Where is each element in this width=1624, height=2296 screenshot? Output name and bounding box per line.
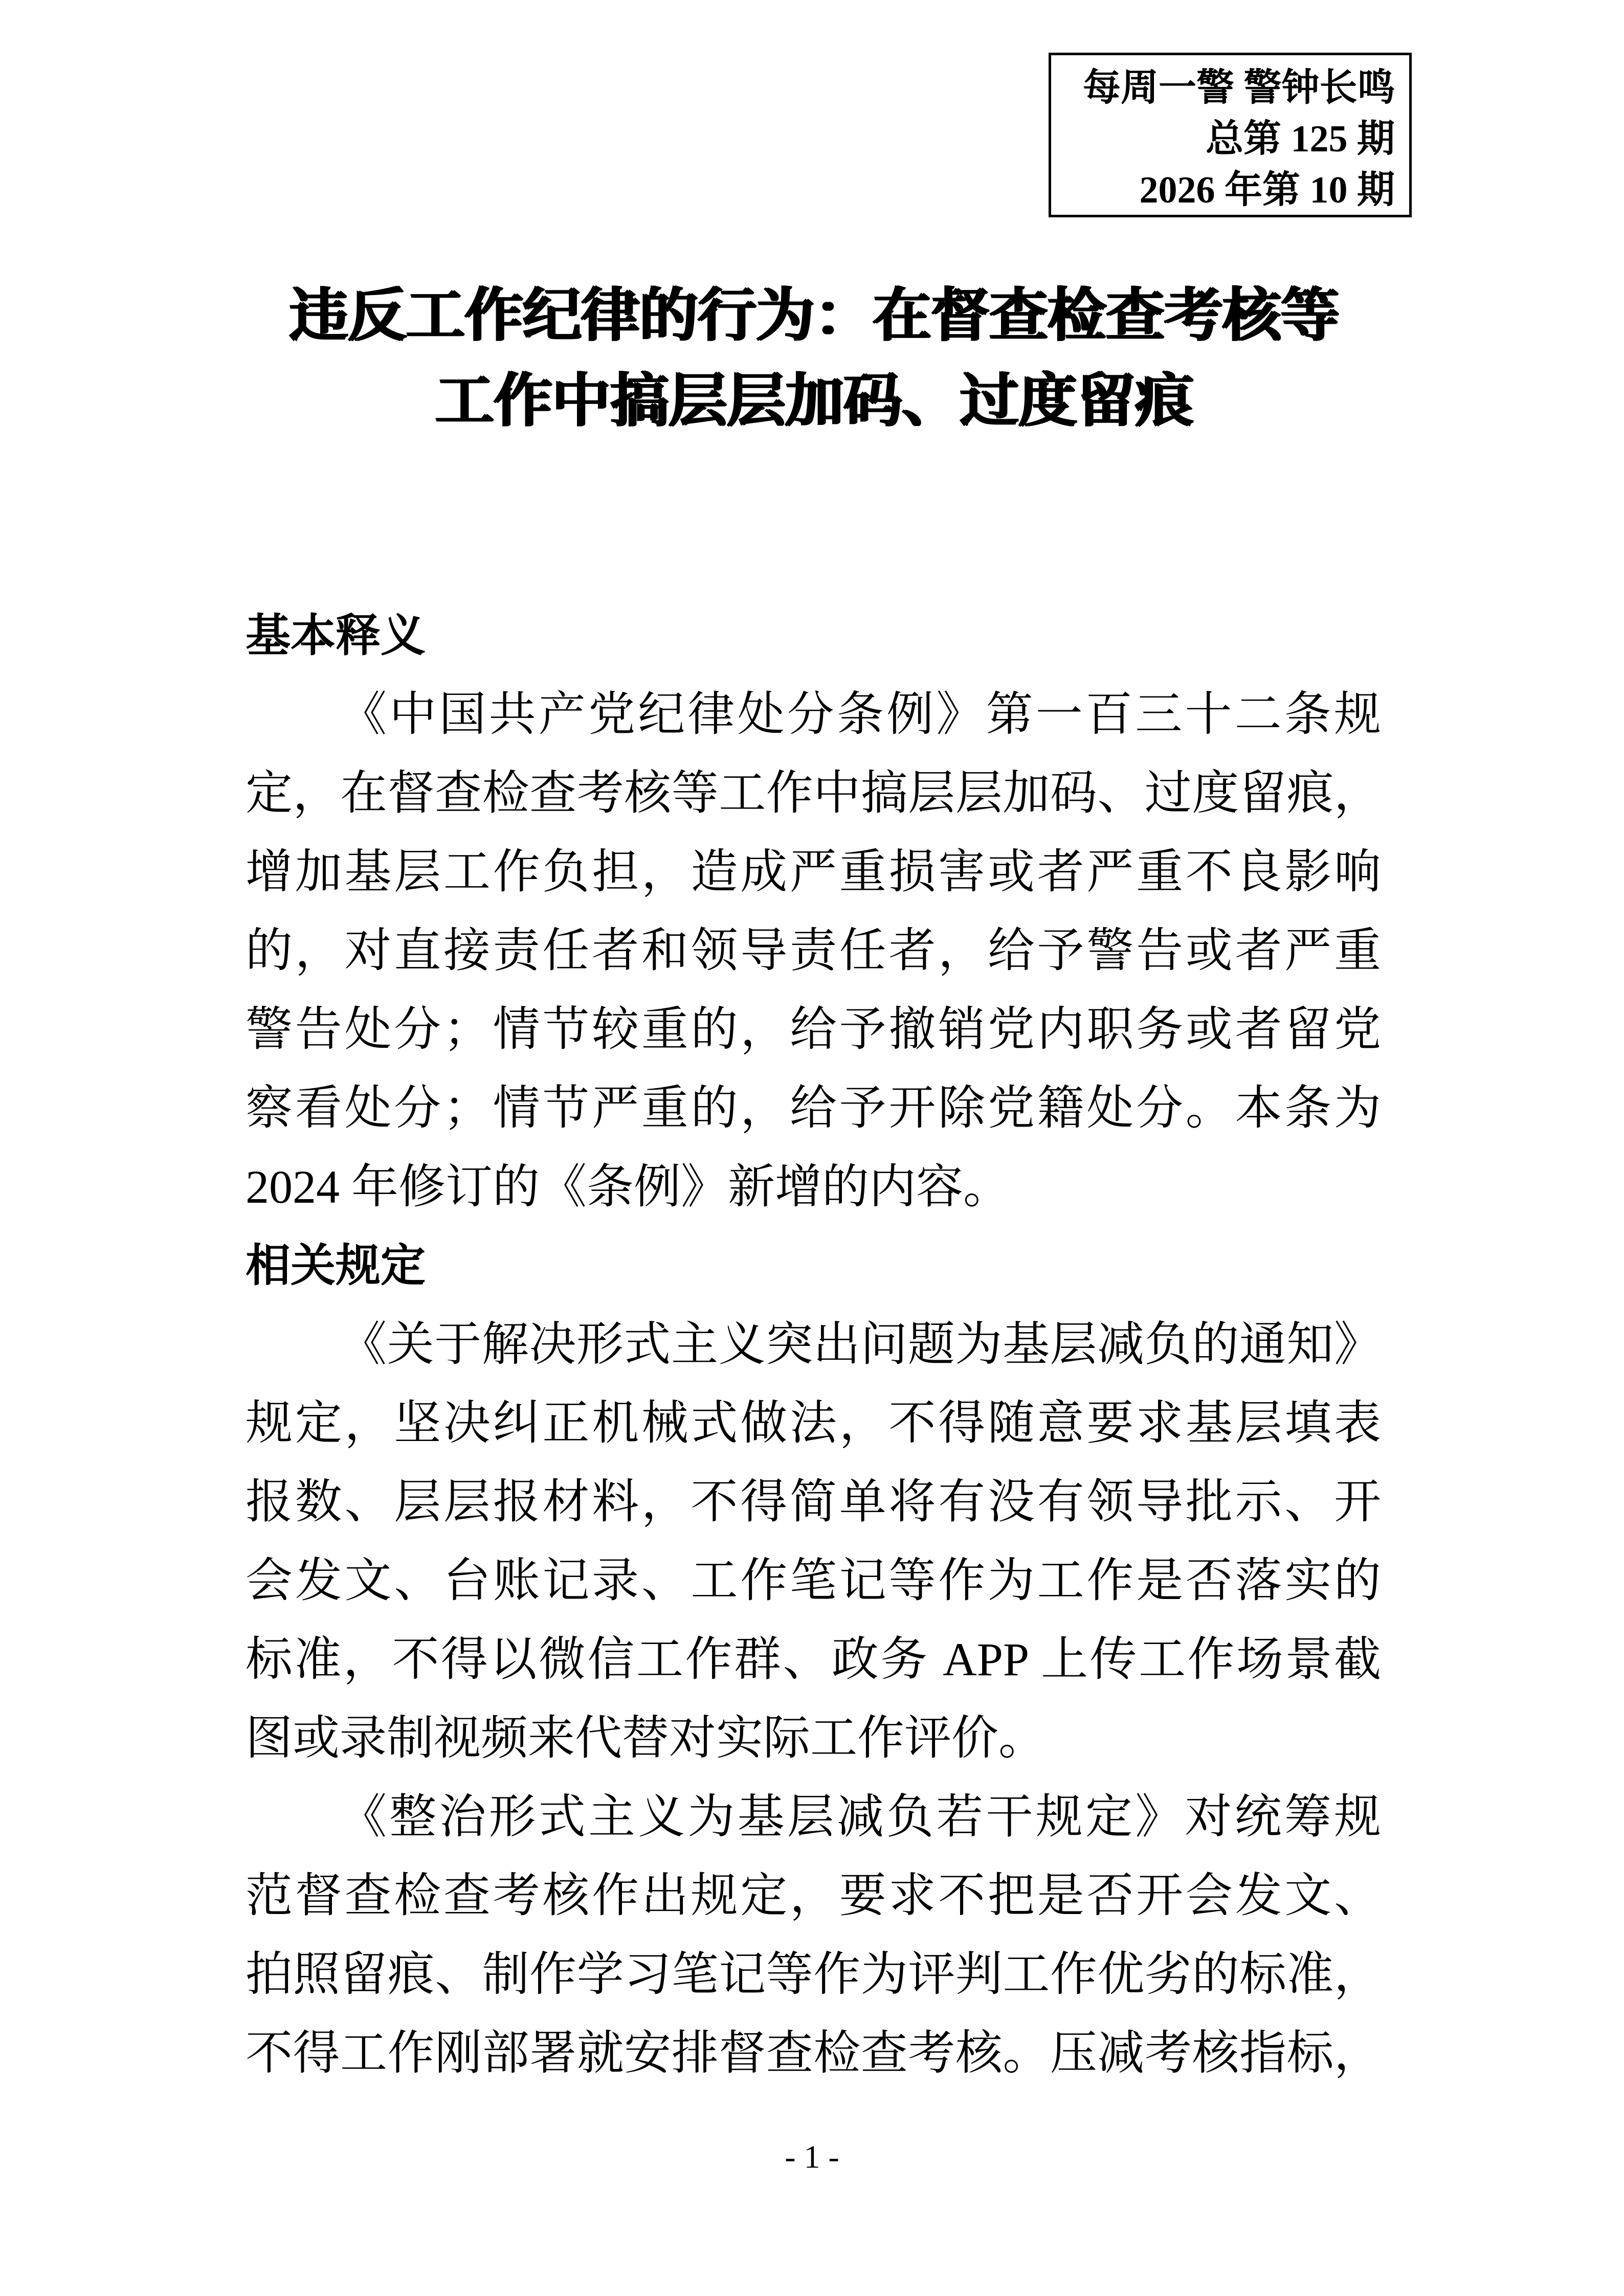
- body-line: 的，对直接责任者和领导责任者，给予警告或者严重: [246, 925, 1381, 977]
- body-line: 《中国共产党纪律处分条例》第一百三十二条规: [340, 688, 1381, 740]
- body-line: 《关于解决形式主义突出问题为基层减负的通知》: [340, 1318, 1381, 1370]
- issue-total-number: 总第 125 期: [1206, 118, 1395, 160]
- issue-year-number: 2026 年第 10 期: [1139, 169, 1395, 211]
- document-title: [246, 273, 1381, 444]
- section-heading-related-rules: 相关规定: [246, 1240, 426, 1291]
- body-line: 报数、层层报材料，不得简单将有没有领导批示、开: [246, 1476, 1381, 1528]
- body-line: 《整治形式主义为基层减负若干规定》对统筹规: [340, 1791, 1381, 1843]
- body-line: 不得工作刚部署就安排督查检查考核。压减考核指标，: [246, 2027, 1381, 2079]
- masthead-slogan: 每周一警 警钟长鸣: [1083, 67, 1395, 109]
- body-line: 范督查检查考核作出规定，要求不把是否开会发文、: [246, 1870, 1381, 1922]
- document-title-line-1: 违反工作纪律的行为：在督查检查考核等: [288, 283, 1338, 348]
- body-line: 会发文、台账记录、工作笔记等作为工作是否落实的: [246, 1555, 1381, 1607]
- body-line: 图或录制视频来代替对实际工作评价。: [246, 1712, 1046, 1764]
- issue-box: [1049, 53, 1412, 217]
- body-line: 定，在督查检查考核等工作中搞层层加码、过度留痕，: [246, 767, 1381, 819]
- document-body: [246, 596, 1381, 2092]
- body-line: 拍照留痕、制作学习笔记等作为评判工作优劣的标准，: [246, 1948, 1381, 2000]
- section-heading-basic-definition: 基本释义: [246, 610, 426, 661]
- body-line: 察看处分；情节严重的，给予开除党籍处分。本条为: [246, 1082, 1381, 1134]
- body-line: 标准，不得以微信工作群、政务 APP 上传工作场景截: [246, 1633, 1381, 1685]
- page-number: - 1 -: [785, 2139, 839, 2175]
- body-line: 警告处分；情节较重的，给予撤销党内职务或者留党: [246, 1003, 1381, 1055]
- body-line: 规定，坚决纠正机械式做法，不得随意要求基层填表: [246, 1397, 1381, 1449]
- document-title-line-2: 工作中搞层层加码、过度留痕: [434, 369, 1192, 434]
- body-line: 增加基层工作负担，造成严重损害或者严重不良影响: [246, 846, 1381, 898]
- body-line: 2024 年修订的《条例》新增的内容。: [246, 1161, 1011, 1213]
